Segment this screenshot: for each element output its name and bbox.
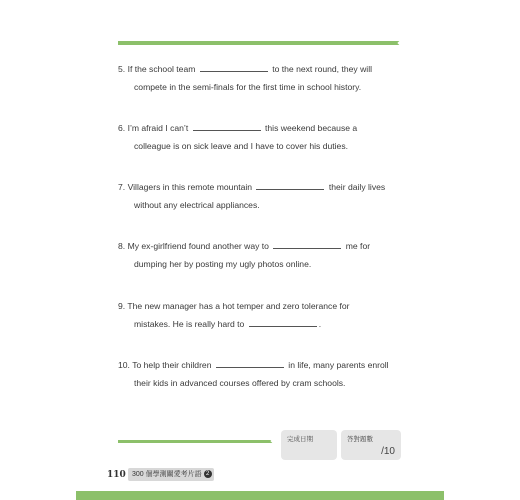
book-title-tag [128, 468, 214, 481]
completion-date-box[interactable] [281, 430, 337, 460]
question-text-cont: without any electrical appliances. [134, 199, 260, 210]
question-number: 8. [118, 241, 126, 251]
answer-blank[interactable] [216, 358, 284, 368]
bottom-green-bar [76, 491, 444, 500]
question-text-cont: compete in the semi-finals for the first time in school history. [134, 81, 362, 92]
question-text: I’m afraid I can’t [127, 123, 189, 133]
question-text: The new manager has a hot temper and zero tolerance for [127, 301, 350, 311]
answer-blank[interactable] [249, 317, 317, 327]
question-text: to the next round, they will [272, 64, 373, 74]
question-number: 5. [118, 64, 126, 74]
book-title: 300 個學測關愛考片語 [132, 471, 202, 478]
question-text: in life, many parents enroll [288, 360, 389, 370]
question-text: this weekend because a [265, 123, 358, 133]
question-10 [118, 357, 418, 392]
question-7 [118, 179, 418, 214]
question-number: 10. [118, 360, 130, 370]
question-text: Villagers in this remote mountain [127, 182, 253, 192]
question-text: me for [345, 241, 371, 251]
score-box[interactable] [341, 430, 401, 460]
bottom-green-rule [118, 440, 274, 443]
question-text-cont: colleague is on sick leave and I have to cover his duties. [134, 140, 349, 151]
question-number: 7. [118, 182, 126, 192]
question-text: . [318, 318, 322, 329]
question-6 [118, 120, 418, 155]
volume-badge: 2 [204, 470, 212, 478]
question-number: 6. [118, 123, 126, 133]
answer-blank[interactable] [200, 62, 268, 72]
top-green-rule [118, 41, 401, 45]
question-number: 9. [118, 301, 126, 311]
answer-blank[interactable] [273, 239, 341, 249]
score-total: /10 [381, 446, 395, 457]
question-text-cont: their kids in advanced courses offered by cram schools. [134, 377, 346, 388]
question-text-cont: dumping her by posting my ugly photos online. [134, 258, 312, 269]
question-text: If the school team [127, 64, 196, 74]
question-9 [118, 298, 418, 333]
completion-date-label: 完成日期 [287, 436, 313, 443]
question-8 [118, 238, 418, 273]
answer-blank[interactable] [193, 121, 261, 131]
question-text: My ex-girlfriend found another way to [127, 241, 269, 251]
question-5 [118, 61, 418, 96]
answer-blank[interactable] [256, 180, 324, 190]
question-text: To help their children [132, 360, 212, 370]
page-number: 110 [107, 470, 126, 480]
question-text-cont: mistakes. He is really hard to [134, 318, 245, 329]
question-text: their daily lives [328, 182, 386, 192]
score-label: 答對題數 [347, 436, 373, 443]
